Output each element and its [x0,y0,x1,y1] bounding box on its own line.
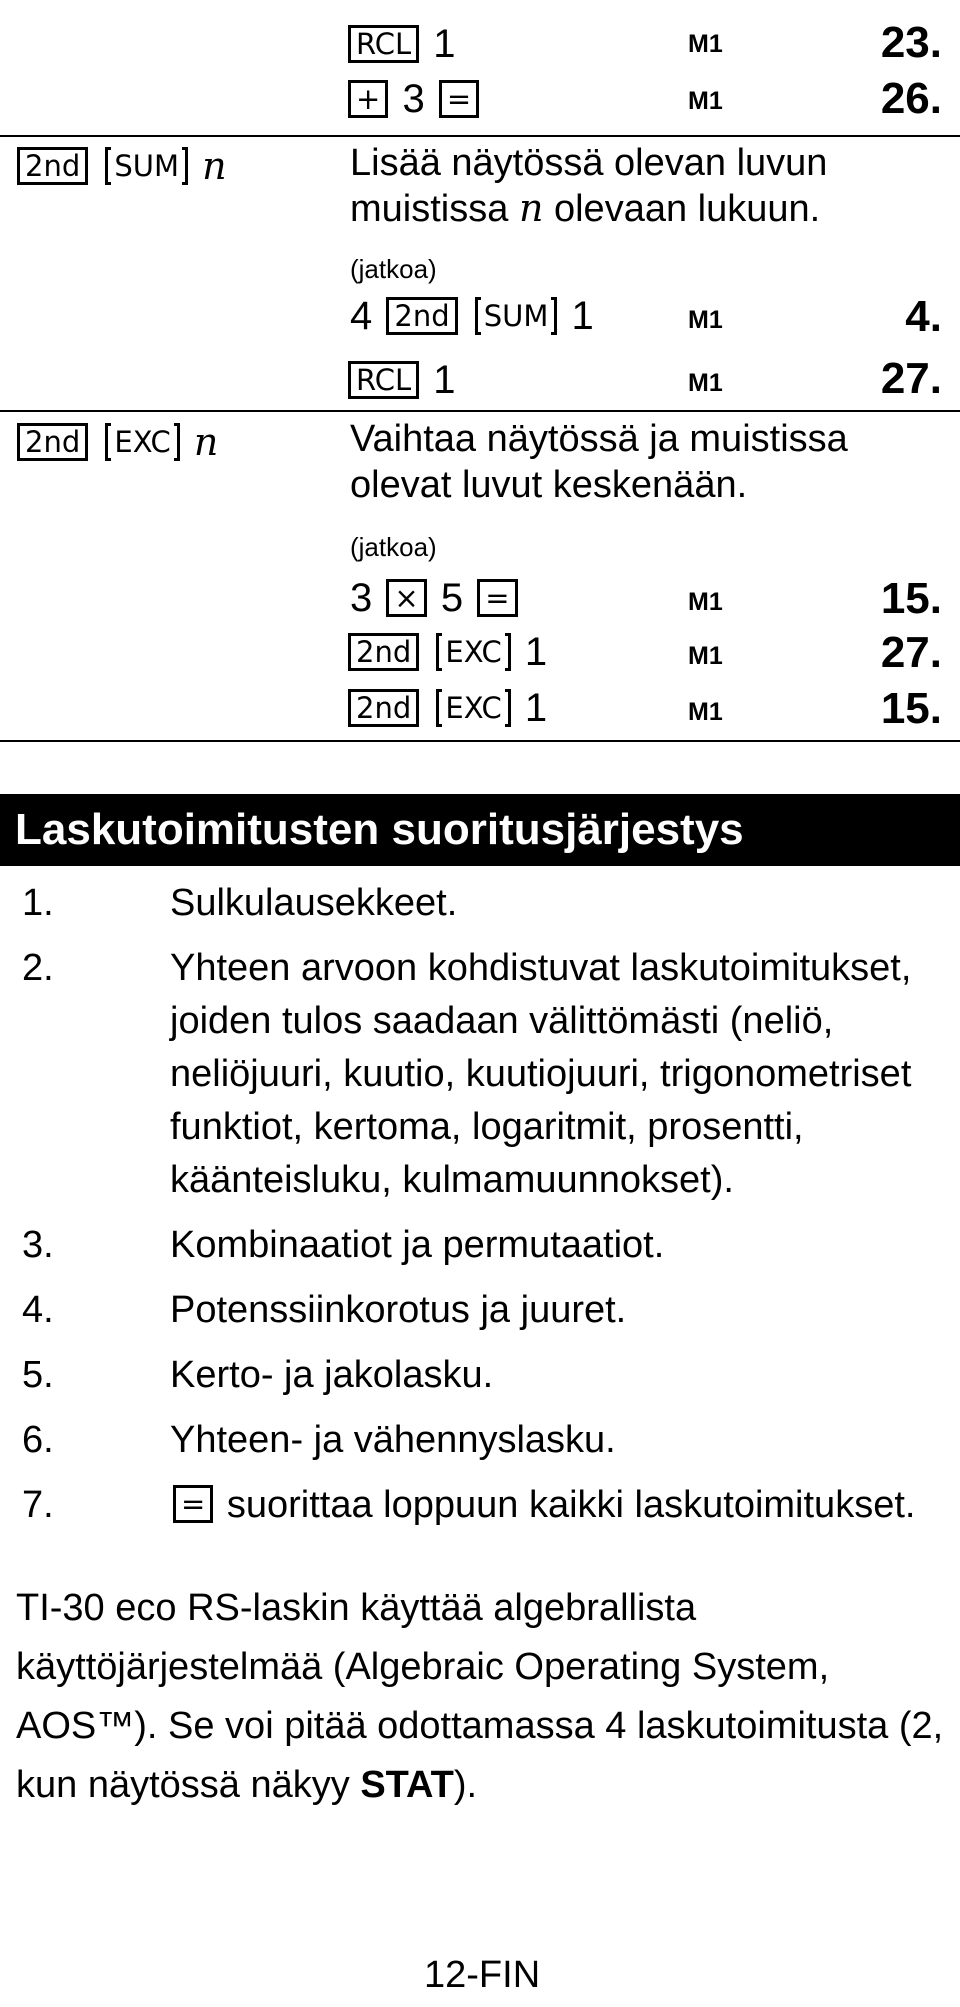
section-title: Laskutoimitusten suoritusjärjestys [15,805,744,854]
list-item-text: Kombinaatiot ja permutaatiot. [170,1224,665,1266]
2nd-key: 2nd [386,297,457,335]
2nd-key: 2nd [348,633,419,671]
list-item-text: käänteisluku, kulmamuunnokset). [170,1159,734,1201]
exc-key [436,689,510,727]
list-item-text: Yhteen- ja vähennyslasku. [170,1419,616,1461]
result-value: 27. [880,354,942,403]
sum-row2 [345,356,456,404]
variable-n: n [193,420,219,464]
paragraph-text: kun näytössä näkyy [16,1764,361,1806]
divider [0,740,960,742]
result-value: 15. [880,684,942,733]
row-arg: 1 [524,630,548,674]
paragraph-line: TI-30 eco RS-laskin käyttää algebrallista [16,1587,697,1629]
list-item-text: suorittaa loppuun kaikki laskutoimitukset. [226,1484,916,1526]
sum-desc-text-end: olevaan lukuun. [553,188,821,230]
list-item-text: neliöjuuri, kuutio, kuutiojuuri, trigonometriset [170,1053,912,1095]
plus-key: + [348,80,388,118]
list-item-text: Potenssiinkorotus ja juuret. [170,1289,627,1331]
memory-label: M1 [688,369,723,397]
row-rcl-1 [345,20,456,68]
list-number: 6. [22,1419,54,1461]
row-plus-3 [345,75,482,123]
list-item-text: funktiot, kertoma, logaritmit, prosentti, [170,1106,804,1148]
rcl-key: RCL [348,361,419,399]
row-num: 3 [350,576,373,620]
equals-key: = [477,579,517,617]
paragraph-line: AOS™). Se voi pitää odottamassa 4 laskutoimitusta (2, [16,1705,944,1747]
exc-key [105,423,179,461]
memory-label: M1 [688,588,723,616]
2nd-key: 2nd [17,423,88,461]
equals-key: = [439,80,479,118]
list-number: 2. [22,947,54,989]
variable-n: n [202,144,227,188]
list-item-text: joiden tulos saadaan välittömästi (neliö, [170,1000,834,1042]
divider [0,410,960,412]
row-arg: 1 [433,22,456,66]
memory-label: M1 [688,698,723,726]
result-value: 27. [880,628,942,677]
memory-label: M1 [688,642,723,670]
sum-desc-text: muistissa [350,188,509,230]
list-number: 4. [22,1289,54,1331]
result-value: 23. [880,18,942,67]
continued-label: (jatkoa) [350,254,437,284]
row-arg: 3 [402,77,425,121]
sum-key-label: SUM [114,149,180,183]
list-item-text: Yhteen arvoon kohdistuvat laskutoimitukset, [170,947,912,989]
multiply-key: × [386,579,426,617]
section-heading [0,794,960,866]
list-number: 1. [22,882,54,924]
row-num: 5 [440,576,464,620]
result-value: 15. [880,574,942,623]
exc-desc-line2: olevat luvut keskenään. [350,464,748,506]
continued-label: (jatkoa) [350,532,437,562]
paragraph-line: käyttöjärjestelmää (Algebraic Operating System, [16,1646,830,1688]
result-value: 26. [880,74,942,123]
exc-key-label: EXC [114,425,171,459]
sum-key-label: SUM [483,299,549,333]
page-number: 12-FIN [424,1954,541,1996]
sum-key [475,297,558,335]
list-item-text: Kerto- ja jakolasku. [170,1354,494,1396]
sum-desc-line1: Lisää näytössä olevan luvun [350,142,828,184]
memory-label: M1 [688,87,723,115]
rcl-key: RCL [348,25,419,63]
equals-key: = [173,1485,213,1523]
sum-key-sequence [14,142,227,190]
memory-label: M1 [688,30,723,58]
sum-desc-line2 [350,185,820,232]
exc-row2 [345,628,547,676]
divider [0,135,960,137]
exc-key-label: EXC [445,691,502,725]
2nd-key: 2nd [17,147,88,185]
list-item-text: Sulkulausekkeet. [170,882,458,924]
row-arg: 1 [571,294,594,338]
variable-n: n [518,186,544,230]
row-arg: 1 [524,686,548,730]
exc-key-label: EXC [445,635,502,669]
paragraph-line [16,1762,477,1808]
exc-row3 [345,684,547,732]
paragraph-text: ). [453,1764,478,1806]
list-item-7 [170,1482,915,1528]
list-number: 7. [22,1484,54,1526]
list-number: 3. [22,1224,54,1266]
list-number: 5. [22,1354,54,1396]
memory-label: M1 [688,306,723,334]
exc-row1 [350,574,521,622]
sum-row1 [350,292,594,340]
result-value: 4. [905,292,942,341]
2nd-key: 2nd [348,689,419,727]
stat-indicator: STAT [360,1764,454,1806]
row-arg: 1 [433,358,456,402]
exc-desc-line1: Vaihtaa näytössä ja muistissa [350,418,848,460]
sum-key [105,147,188,185]
exc-key-sequence [14,418,218,466]
exc-key [436,633,510,671]
row-num: 4 [350,294,373,338]
